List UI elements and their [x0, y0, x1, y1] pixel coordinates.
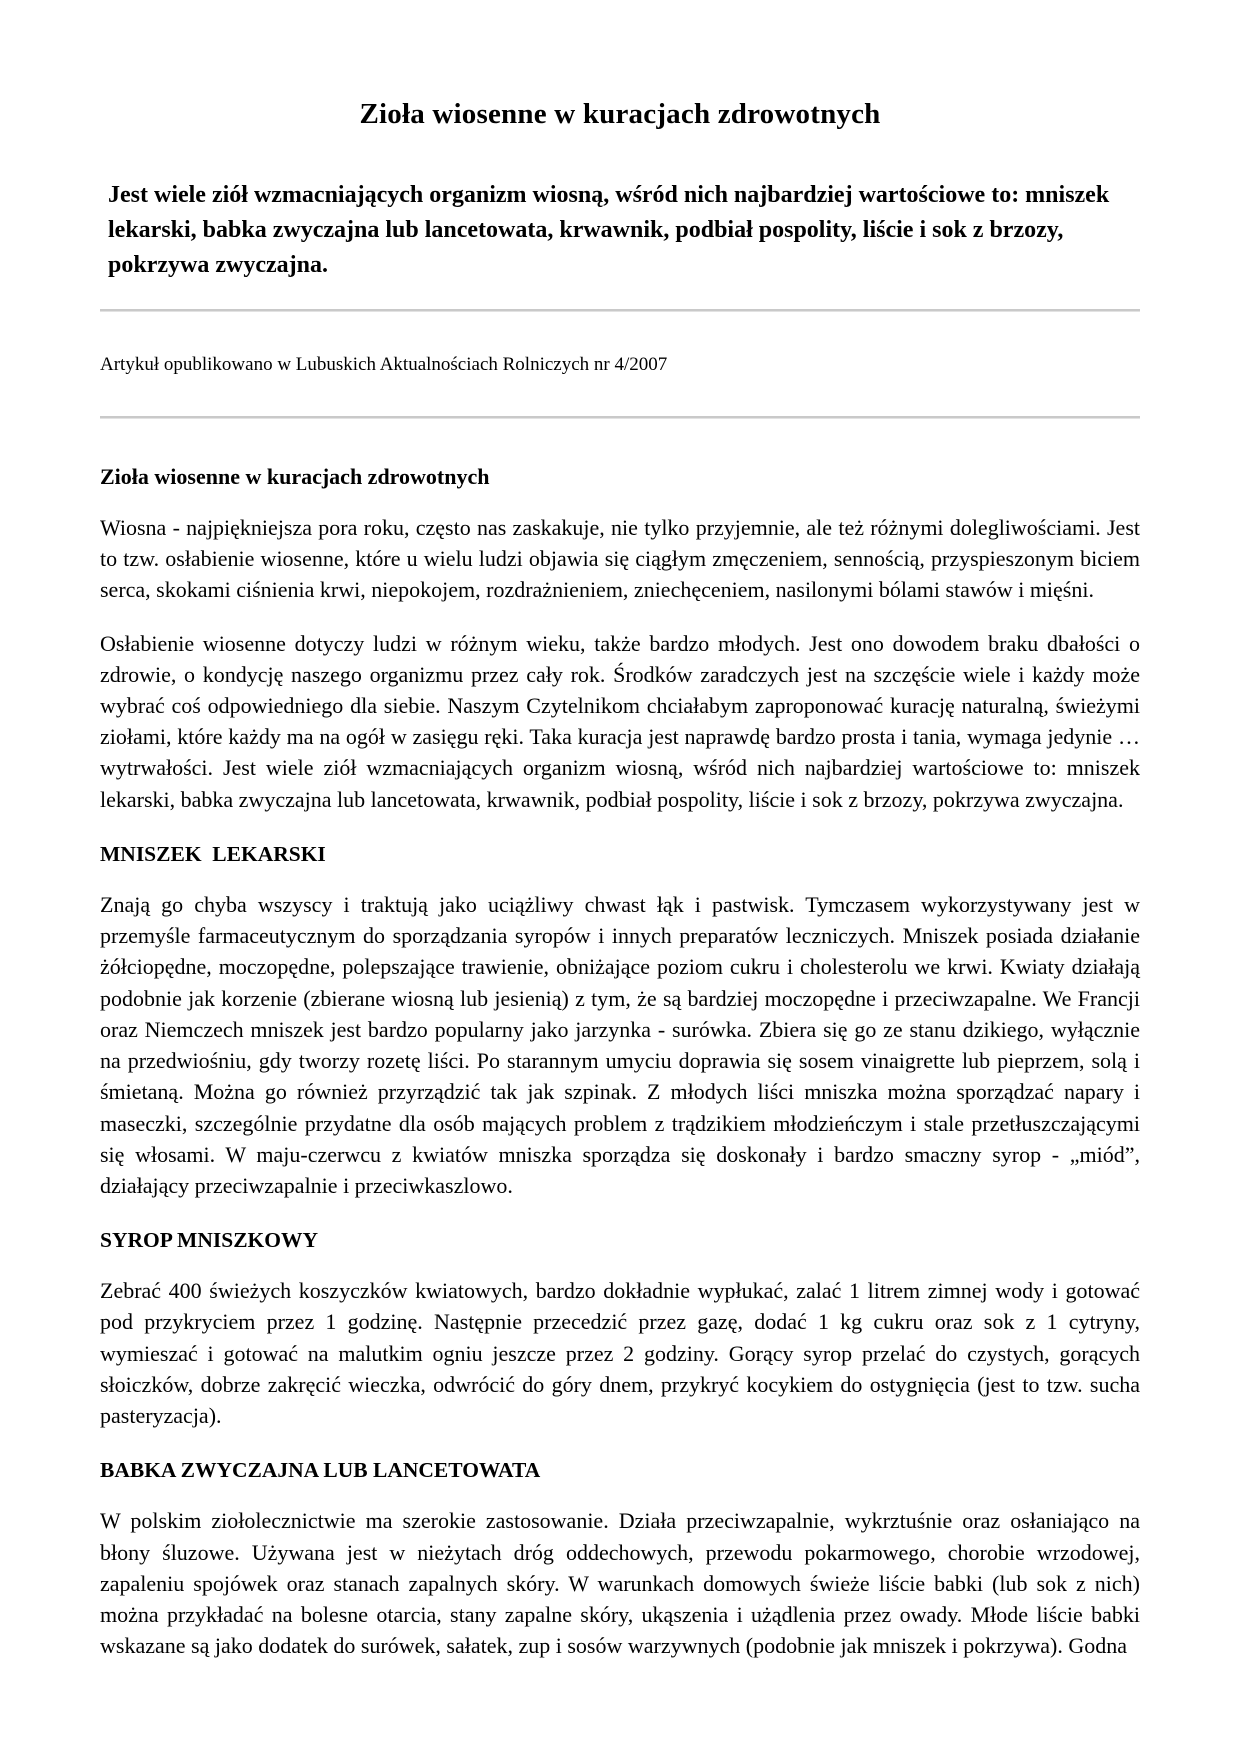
heading-babka-zwyczajna: BABKA ZWYCZAJNA LUB LANCETOWATA	[100, 1458, 541, 1483]
publication-source: Artykuł opublikowano w Lubuskich Aktualnościach Rolniczych nr 4/2007	[100, 353, 668, 375]
lead-paragraph: Jest wiele ziół wzmacniających organizm wiosną, wśród nich najbardziej wartościowe to: mniszek lekarski, babka zwyczajna lub lancetowata, krwawnik, podbiał pospolity, liście i sok z brzozy, pokrzywa zwyczajna.	[108, 182, 1110, 278]
article-heading: Zioła wiosenne w kuracjach zdrowotnych	[100, 464, 490, 490]
page-title: Zioła wiosenne w kuracjach zdrowotnych	[359, 98, 881, 130]
paragraph-syrop: Zebrać 400 świeżych koszyczków kwiatowych, bardzo dokładnie wypłukać, zalać 1 litrem zimnej wody i gotować pod przykryciem przez 1 godzinę. Następnie przecedzić przez gazę, dodać 1 kg cukru oraz sok z 1 cytryny, wymieszać i gotować na malutkim ogniu jeszcze przez 2 godziny. Gorący syrop przelać do czystych, gorących słoiczków, dobrze zakręcić wieczka, odwrócić do góry dnem, przykryć kocykiem do ostygnięcia (jest to tzw. sucha pasteryzacja).	[100, 1278, 1140, 1429]
heading-mniszek-lekarski: MNISZEK LEKARSKI	[100, 841, 326, 866]
divider-bottom	[100, 416, 1140, 419]
heading-syrop-mniszkowy: SYROP MNISZKOWY	[100, 1228, 319, 1253]
paragraph-intro-2: Osłabienie wiosenne dotyczy ludzi w różnym wieku, także bardzo młodych. Jest ono dowodem braku dbałości o zdrowie, o kondycję naszego organizmu przez cały rok. Środków zaradczych jest na szczęście wiele i każdy może wybrać coś odpowiedniego dla siebie. Naszym Czytelnikom chciałabym zaproponować kurację naturalną, świeżymi ziołami, które każdy ma na ogół w zasięgu ręki. Taka kuracja jest naprawdę bardzo prosta i tania, wymaga jedynie … wytrwałości. Jest wiele ziół wzmacniających organizm wiosną, wśród nich najbardziej wartościowe to: mniszek lekarski, babka zwyczajna lub lancetowata, krwawnik, podbiał pospolity, liście i sok z brzozy, pokrzywa zwyczajna.	[100, 630, 1140, 812]
paragraph-babka: W polskim ziołolecznictwie ma szerokie zastosowanie. Działa przeciwzapalnie, wykrztuśnie oraz osłaniająco na błony śluzowe. Używana jest w nieżytach dróg oddechowych, przewodu pokarmowego, chorobie wrzodowej, zapaleniu spojówek oraz stanach zapalnych skóry. W warunkach domowych świeże liście babki (lub sok z nich) można przykładać na bolesne otarcia, stany zapalne skóry, ukąszenia i użądlenia przez owady. Młode liście babki wskazane są jako dodatek do surówek, sałatek, zup i sosów warzywnych (podobnie jak mniszek i pokrzywa). Godna	[100, 1508, 1140, 1659]
paragraph-mniszek: Znają go chyba wszyscy i traktują jako uciążliwy chwast łąk i pastwisk. Tymczasem wykorzystywany jest w przemyśle farmaceutycznym do sporządzania syropów i innych preparatów leczniczych. Mniszek posiada działanie żółciopędne, moczopędne, polepszające trawienie, obniżające poziom cukru i cholesterolu we krwi. Kwiaty działają podobnie jak korzenie (zbierane wiosną lub jesienią) z tym, że są bardziej moczopędne i przeciwzapalne. We Francji oraz Niemczech mniszek jest bardzo popularny jako jarzynka - surówka. Zbiera się go ze stanu dzikiego, wyłącznie na przedwiośniu, gdy tworzy rozetę liści. Po starannym umyciu doprawia się sosem vinaigrette lub pieprzem, solą i śmietaną. Można go również przyrządzić tak jak szpinak. Z młodych liści mniszka można sporządzać napary i maseczki, szczególnie przydatne dla osób mających problem z trądzikiem młodzieńczym i stale przetłuszczającymi się włosami. W maju-czerwcu z kwiatów mniszka sporządza się doskonały i bardzo smaczny syrop - „miód”, działający przeciwzapalnie i przeciwkaszlowo.	[100, 891, 1140, 1198]
divider-top	[100, 309, 1140, 312]
paragraph-intro-1: Wiosna - najpiękniejsza pora roku, często nas zaskakuje, nie tylko przyjemnie, ale też różnymi dolegliwościami. Jest to tzw. osłabienie wiosenne, które u wielu ludzi objawia się ciągłym zmęczeniem, sennością, przyspieszonym biciem serca, skokami ciśnienia krwi, niepokojem, rozdrażnieniem, zniechęceniem, nasilonymi bólami stawów i mięśni.	[100, 514, 1140, 603]
